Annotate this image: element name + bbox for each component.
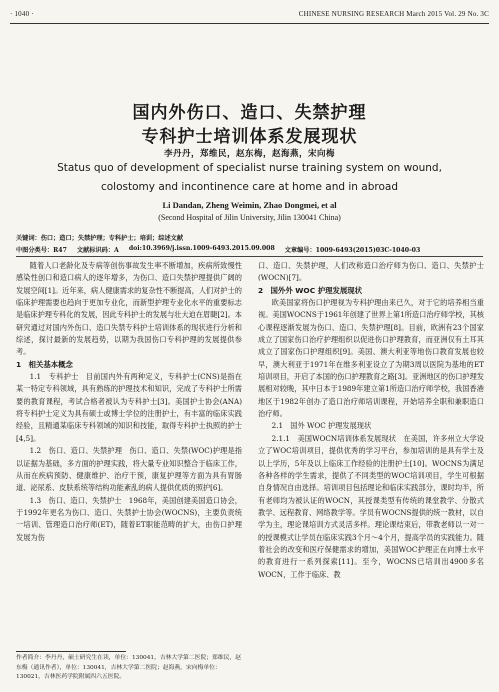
clc-number: 中图分类号：R47 <box>16 247 67 254</box>
paragraph: 1.1 专科护士 目前国内外有两种定义，专科护士(CNS)是指在某一特定专科领域，具有熟练的护理技术和知识，完成了专科护士所需要的教育课程，考试合格者被认为专科护士[3]。美国护士协会(ANA)将专科护士定义为具有硕士或博士学位的注册护士，有丰富的临床实践经验，且精通某临床专科领域的知识和技能，取得专科护士执照的护士[4,5]。 <box>16 372 242 443</box>
authors-zh: 李丹丹，郑维民，赵东梅，赵海燕，宋向梅 <box>163 149 335 159</box>
left-column <box>16 260 242 650</box>
running-header <box>10 7 489 21</box>
page-number: · 1040 · <box>10 10 34 18</box>
paragraph: 随着人口老龄化及专病等创伤事故发生率不断增加，疾病所致慢性感染性创口和造口病人的逐年增多，为伤口、造口失禁护理提供广阔的发展空间[1]。近年来，病人健康需求的复杂性不断提高，人们对护士的临床护理需要也趋向于更加专业化，而新型护理专业化水平的重要标志是临床护理专科化的发展，因此专科护士的发展与壮大迫在眉睫[2]。本研究通过对国内外伤口、造口失禁专科护士培训体系的现状进行分析和综述，探讨最新的发展趋势，以期为我国伤口专科护理的发展提供参考。 <box>16 261 242 357</box>
title-en-line1: Status quo of development of specialist nurse training system on wound, <box>57 162 442 174</box>
footnote-rule <box>16 651 126 652</box>
affiliation-en: (Second Hospital of Jilin University, Jilin 130041 China) <box>158 213 341 222</box>
section-heading: 2 国外外 WOC 护理发展现状 <box>258 285 363 295</box>
authors-en: Li Dandan, Zheng Weimin, Zhao Dongmei, et al <box>162 200 337 210</box>
title-en-line2: colostomy and incontinence care at home and in abroad <box>100 181 398 193</box>
paragraph: 2.1.1 美国WOCN培训体系发展现状 在美国，许多州立大学设立了WOC培训项目，提供优秀的学习平台，参加培训的是具有学士及以上学历，5年及以上临床工作经验的注册护士[10]。WOCNS为满足各种各样的学生需求，提供了不同类型的WOC培训项目，学生可根据自身情况自由选择。培训项目包括理论和临床实践部分，课时均半，所有老师均为被认证的WOCN，其授课类型有传统的课堂教学、分散式教学、远程教育、网络教学等。学员有WOCNS提供的统一教材，以自学为主，理论课培训方式灵活多样。理论课结束后，带教老师以一对一的授课模式让学员在临床实践3个月～4个月，提高学员的实践能力。随着社会的改变和医疗保健需求的增加，美国WOC护理正在向博士水平的教育进行一系列探索[11]。至今，WOCNS已培训出4900多名WOCN，工作于临床、教 <box>258 433 484 579</box>
paragraph: 1.3 伤口、造口、失禁护士 1968年，美国创建美国造口协会，于1992年更名为伤口、造口、失禁护士协会(WOCNS)，主要负责统一培训、管理造口治疗师(ET)，随着ET职能范畴的扩大，由伤口护理发展为伤 <box>16 495 242 542</box>
paragraph: 1.2 伤口、造口、失禁护理 伤口、造口、失禁(WOC)护理是指以证据为基础，多方面的护理实践，将大量专业知识整合于临床工作，从而在疾病预防、健康维护、治疗干预，康复护理等方面为具有胃肠道、泌尿系、皮肤系统等结构功能紊乱的病人提供优质的照护[6]。 <box>16 446 242 493</box>
document-code: 文献标识码：A <box>76 247 119 254</box>
paragraph: 2.1 国外 WOC 护理发展现状 <box>271 421 372 431</box>
journal-citation: CHINESE NURSING RESEARCH March 2015 Vol. 29 No. 3C <box>298 10 489 18</box>
doi: doi:10.3969/j.issn.1009-6493.2015.09.008 <box>128 245 275 252</box>
keywords: 关键词：伤口；造口；失禁护理；专科护士；培训；综述文献 <box>16 235 184 242</box>
header-rule <box>10 23 489 24</box>
paragraph: 口、造口、失禁护理，人们改称造口治疗师为伤口、造口、失禁护士(WOCN)[7]。 <box>258 261 484 283</box>
section-heading: 1 相关基本概念 <box>16 359 73 369</box>
paragraph: 欧美国家将伤口护理视为专科护理由来已久，对于它的培养相当重视。美国WOCNS于1961年创建了世界上第1所造口治疗师学校，其核心课程逐渐发展为伤口、造口、失禁护理[8]。目前，欧洲有23个国家成立了国家伤口治疗护理组织以促进伤口护理教育，而亚洲仅有土耳其成立了国家伤口护理组织[9]。美国、澳大利亚等地伤口教育发展也较早，澳大利亚于1971年在维多利亚设立了为期3周以医院为基地的ET培训项目，开启了本国的伤口护理教育之路[3]。亚洲地区的伤口护理发展相对较晚，其中日本于1989年建立第1所造口治疗师学校，我国香港地区于1982年创办了造口治疗师培训课程，开始培养全职和兼职造口治疗师。 <box>258 298 484 419</box>
right-column <box>258 260 484 690</box>
metadata-rule <box>16 256 483 257</box>
article-number: 文章编号：1009-6493(2015)03C-1040-03 <box>284 247 421 254</box>
author-footnote: 作者简介：李丹丹，硕士研究生在读，单位：130041，吉林大学第二医院；郑维民，赵东梅（通讯作者），单位：130041，吉林大学第二医院；赵海燕，宋向梅单位：130021，吉林医药学院附属四六五医院。 <box>16 655 242 681</box>
title-zh-line1: 国内外伤口、造口、失禁护理 <box>132 103 367 123</box>
article-metadata <box>16 245 483 254</box>
title-zh-line2: 专科护士培训体系发展现状 <box>141 127 358 147</box>
